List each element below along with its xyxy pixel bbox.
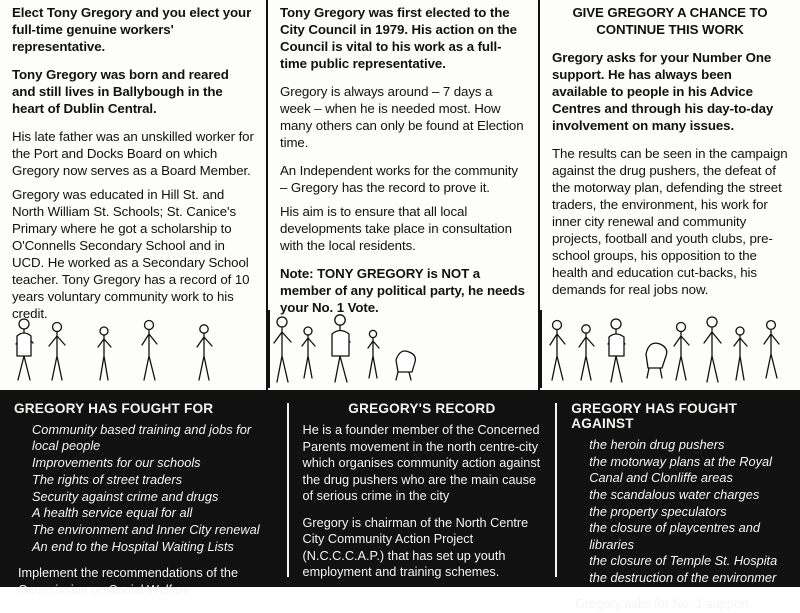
fought-for-list xyxy=(14,422,273,555)
list-item: the scandalous water charges xyxy=(589,486,760,502)
list-item: A health service equal for all xyxy=(32,505,193,521)
birthplace-paragraph: Tony Gregory was born and reared and still lives in Ballybough in the heart of Dublin Central. xyxy=(12,67,229,117)
list-item: the property speculators xyxy=(589,503,727,519)
list-item: the motorway plans at the Royal Canal and Clonliffe areas xyxy=(589,453,773,485)
fought-for-footer: Implement the recommendations of the Commission on Social Welfare xyxy=(18,566,239,597)
father-paragraph: His late father was an unskilled worker for the Port and Docks Board on which Gregory now serves as a Board Member. xyxy=(12,129,254,179)
fought-against-heading: GREGORY HAS FOUGHT AGAINST xyxy=(571,401,738,431)
council-election-paragraph: Tony Gregory was first elected to the City Council in 1979. His action on the Council is vital to his work as a full-time public representative. xyxy=(280,5,517,72)
panel-record xyxy=(289,393,556,587)
list-item: The environment and Inner City renewal xyxy=(32,522,260,537)
note-paragraph: Note: TONY GREGORY is NOT a member of any political party, he needs your No. 1 Vote. xyxy=(280,266,525,316)
column-council-record xyxy=(268,0,540,390)
education-paragraph: Gregory was educated in Hill St. and North William St. Schools; St. Canice's Primary where he got a scholarship to O'Connells Secondary School and in UCD. He worked as a Secondary School teacher. Tony Gregory has a record of 10 years voluntary community work to his credit. xyxy=(12,187,250,322)
panel-fought-for xyxy=(0,393,287,597)
list-item: the heroin drug pushers xyxy=(589,437,725,452)
intro-paragraph: Elect Tony Gregory and you elect your full-time genuine workers' representative. xyxy=(12,5,252,55)
list-item: the closure of Temple St. Hospita xyxy=(589,553,778,569)
results-paragraph: The results can be seen in the campaign against the drug pushers, the defeat of the motorway plan, defending the street traders, the environment, his work for inner city renewal and community projects, football and youth clubs, pre-school groups, his opposition to the health and education cut-backs, his demands for real jobs now. xyxy=(552,146,788,298)
support-paragraph: Gregory asks for your Number One support. He has always been available to people in his Advice Centres and through his day-to-day involvement on many issues. xyxy=(552,50,774,134)
record-heading: GREGORY'S RECORD xyxy=(348,401,496,416)
list-item: Community based training and jobs for local people xyxy=(32,422,252,454)
consultation-paragraph: His aim is to ensure that all local developments take place in consultation with the local residents. xyxy=(280,204,512,254)
fought-against-list xyxy=(571,437,786,586)
fought-against-footer: Gregory asks for No. 1 support. xyxy=(575,597,753,612)
column-biography xyxy=(0,0,268,390)
list-item: the closure of playcentres and libraries xyxy=(589,520,760,552)
bottom-panel xyxy=(0,393,800,612)
column-appeal xyxy=(540,0,800,390)
record-paragraph-2: Gregory is chairman of the North Centre City Community Action Project (N.C.C.C.A.P.) that has set up youth employment and training schemes. xyxy=(302,515,529,579)
record-paragraph-1: He is a founder member of the Concerned Parents movement in the north centre-city which organises community action against the drug pushers who are the main cause of serious crime in the city xyxy=(302,423,541,503)
list-item: Security against crime and drugs xyxy=(32,488,219,504)
list-item: the destruction of the environmer xyxy=(589,570,777,585)
fought-for-heading: GREGORY HAS FOUGHT FOR xyxy=(14,401,214,416)
list-item: The rights of street traders xyxy=(32,471,183,487)
list-item: An end to the Hospital Waiting Lists xyxy=(32,538,234,554)
appeal-heading: GIVE GREGORY A CHANCE TO CONTINUE THIS WORK xyxy=(572,5,768,38)
independent-paragraph: An Independent works for the community – Gregory has the record to prove it. xyxy=(280,163,518,196)
panel-fought-against xyxy=(557,393,800,612)
availability-paragraph: Gregory is always around – 7 days a week – when he is needed most. How many others can only be found at Election time. xyxy=(280,84,524,151)
list-item: Improvements for our schools xyxy=(32,455,201,470)
